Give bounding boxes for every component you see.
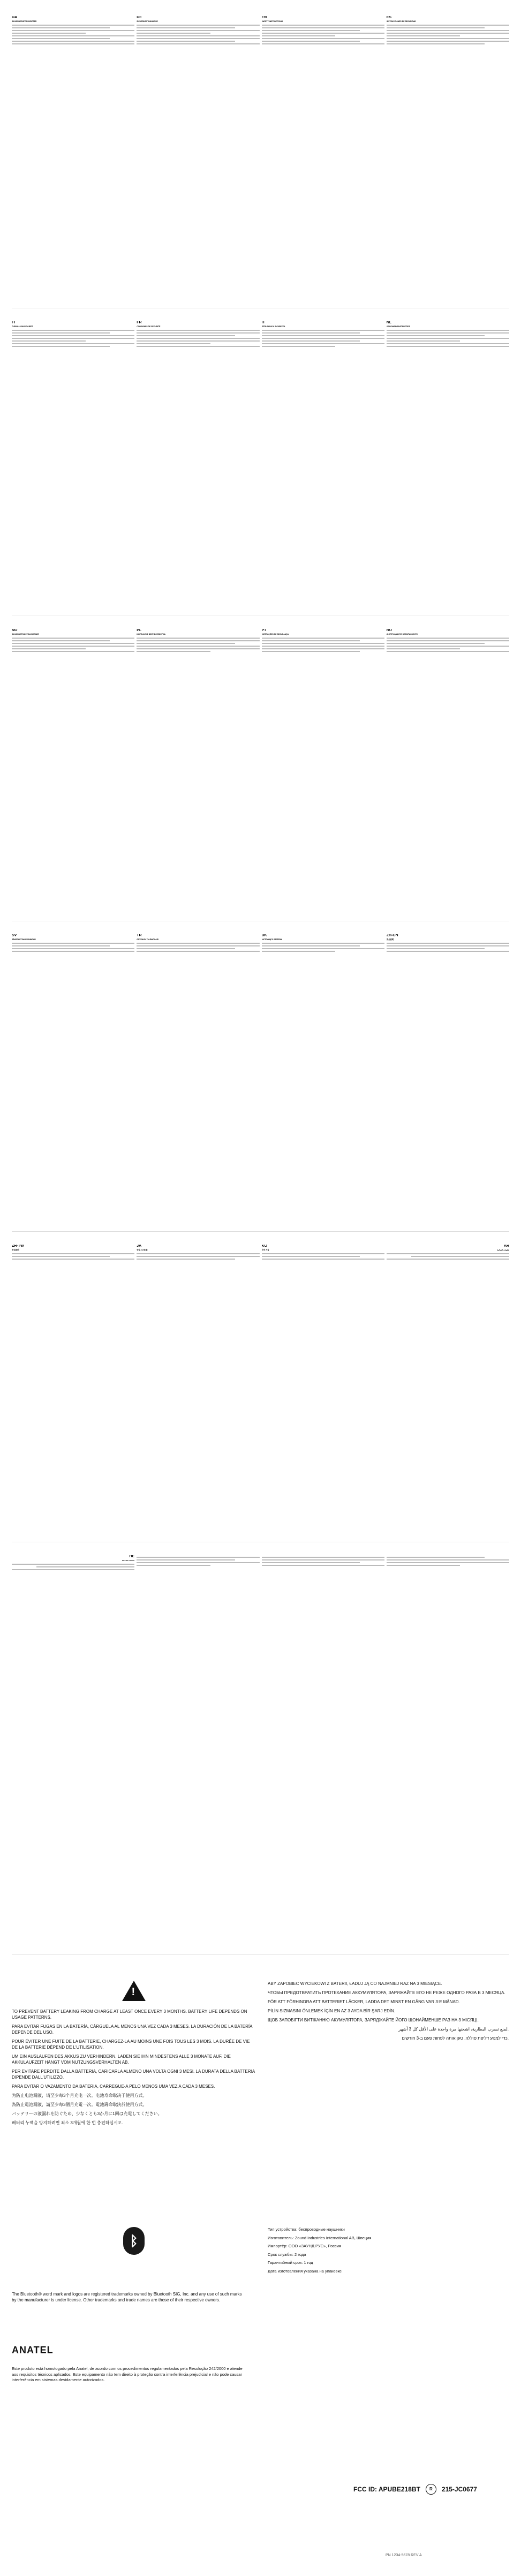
lang-code: FR <box>137 321 142 324</box>
warning-es: PARA EVITAR FUGAS EN LA BATERÍA, CÁRGUELA AL MENOS UNA VEZ CADA 3 MESES. LA DURACIÓN DE LA BATERÍA DEPENDE DEL USO. <box>12 2024 253 2035</box>
warning-block <box>12 1981 255 2129</box>
warning-en: TO PREVENT BATTERY LEAKING FROM CHARGE AT LEAST ONCE EVERY 3 MONTHS. BATTERY LIFE DEPENDS ON USAGE PATTERNS. <box>12 2009 247 2020</box>
lang-block-pl <box>137 629 259 654</box>
cyr-line: Дата изготовления указана на упаковке <box>268 2268 342 2274</box>
lang-title: INSTRUÇÕES DE SEGURANÇA <box>261 633 289 635</box>
spec-block <box>137 1555 259 1572</box>
lang-code: FI <box>12 321 16 324</box>
lang-title: 安全说明 <box>386 938 394 941</box>
lang-block-nl <box>387 321 509 348</box>
lang-code: ES <box>386 16 392 19</box>
lang-code: NL <box>386 321 392 324</box>
anatel-text: Este produto está homologado pela Anatel, de acordo com os procedimentos regulamentados pela Resolução 242/2000 e atende aos requisitos técnicos aplicados. Este equipamento não tem direito à proteção contra interferência prejudicial e não pode causar interferência em sistemas devidamente autorizados. <box>12 2366 243 2382</box>
cyr-line: Срок службы: 2 года <box>268 2252 306 2257</box>
lang-row-5 <box>12 1245 509 1261</box>
warning-ja: バッテリーの液漏れを防ぐため、少なくとも3か月に1回は充電してください。 <box>12 2111 162 2116</box>
lang-code: PT <box>261 629 267 632</box>
warning-fr: POUR ÉVITER UNE FUITE DE LA BATTERIE, CHARGEZ-LA AU MOINS UNE FOIS TOUS LES 3 MOIS. LA DURÉE DE VIE DE LA BATTERIE DÉPEND DE L'UTILISATION. <box>12 2039 250 2050</box>
lang-row-4 <box>12 934 509 953</box>
lang-block-ko <box>262 1245 384 1261</box>
lang-code: PL <box>137 629 142 632</box>
lang-title: TURVALLISUUSOHJEET <box>12 325 33 328</box>
warning-pl: ABY ZAPOBIEC WYCIEKOWI Z BATERII, ŁADUJ JĄ CO NAJMNIEJ RAZ NA 3 MIESIĄCE. <box>268 1981 442 1986</box>
lang-title: VEILIGHEIDSINSTRUCTIES <box>386 325 410 328</box>
lang-block-sv <box>12 934 134 953</box>
warning-pt: PARA EVITAR O VAZAMENTO DA BATERIA, CARREGUE-A PELO MENOS UMA VEZ A CADA 3 MESES. <box>12 2084 215 2089</box>
warning-triangle-icon <box>122 1981 146 2001</box>
footer-code: PN 1234-5678 REV A <box>386 2554 422 2557</box>
warning-de: UM EIN AUSLAUFEN DES AKKUS ZU VERHINDERN, LADEN SIE IHN MINDESTENS ALLE 3 MONATE AUF. DIE AKKULAUFZEIT HÄNGT VOM NUTZUNGSVERHALTEN AB. <box>12 2054 231 2065</box>
lang-title: 安全說明 <box>12 1249 19 1251</box>
warning-sv: FÖR ATT FÖRHINDRA ATT BATTERIET LÄCKER, LADDA DET MINST EN GÅNG VAR 3:E MÅNAD. <box>268 1999 460 2004</box>
lang-block-it <box>262 321 384 348</box>
lang-block-pt <box>262 629 384 654</box>
lang-row-3 <box>12 629 509 654</box>
lang-code: ZH-TW <box>12 1245 24 1248</box>
cyr-line: Импортёр: ООО «ЗАУНД РУС», Россия <box>268 2244 341 2248</box>
lang-code: HE <box>129 1555 135 1558</box>
lang-block-he <box>12 1555 134 1572</box>
lang-title: 안전 지침 <box>261 1249 269 1251</box>
lang-block-no <box>12 629 134 654</box>
cert-code: 215-JC0677 <box>441 2486 477 2493</box>
lang-row-6 <box>12 1555 509 1572</box>
lang-title: SIKKERHETSINSTRUKSJONER <box>12 633 39 635</box>
lang-title: ISTRUZIONI DI SICUREZZA <box>261 325 285 328</box>
bluetooth-icon: ᛒ <box>123 2227 145 2255</box>
lang-title: ІНСТРУКЦІЇ З БЕЗПЕКИ <box>261 938 283 941</box>
lang-title: SAFETY INSTRUCTIONS <box>261 20 283 22</box>
warning-zh-tw: 為防止電池漏液，請至少每3個月充電一次。電池壽命取決於使用方式。 <box>12 2102 147 2107</box>
lang-block-uk <box>262 934 384 953</box>
lang-title: INSTRUCCIONES DE SEGURIDAD <box>386 20 416 22</box>
lang-title: הוראות בטיחות <box>122 1559 135 1562</box>
warning-uk: ЩОБ ЗАПОБІГТИ ВИТІКАННЮ АКУМУЛЯТОРА, ЗАРЯДЖАЙТЕ ЙОГО ЩОНАЙМЕНШЕ РАЗ НА 3 МІСЯЦІ. <box>268 2018 479 2022</box>
lang-code: NO <box>12 629 18 632</box>
lang-block-ja <box>137 1245 259 1261</box>
lang-code: KO <box>261 1245 267 1248</box>
lang-block-da <box>12 16 134 46</box>
lang-block-zh-tw <box>12 1245 134 1261</box>
trademark-text: The Bluetooth® word mark and logos are registered trademarks owned by Bluetooth SIG, Inc. and any use of such marks by the manufacturer is under license. Other trademarks and trade names are those of their respective owners. <box>12 2292 242 2302</box>
cyr-line: Изготовитель: Zound Industries International AB, Швеция <box>268 2235 372 2240</box>
lang-code: SV <box>12 934 17 937</box>
lang-code: EN <box>261 16 267 19</box>
lang-title: تعليمات السلامة <box>497 1249 509 1251</box>
lang-block-de <box>137 16 259 46</box>
lang-block-es <box>387 16 509 46</box>
lang-block-tr <box>137 934 259 953</box>
lang-title: SIKKERHEDSFORSKRIFTER <box>12 20 37 22</box>
lang-block-ru <box>387 629 509 654</box>
lang-code: UK <box>261 934 267 937</box>
certification-mark-icon: R <box>426 2484 436 2495</box>
lang-title: SÄKERHETSANVISNINGAR <box>12 938 36 941</box>
fcc-id: FCC ID: APUBE218BT <box>353 2486 420 2493</box>
warning-it: PER EVITARE PERDITE DALLA BATTERIA, CARICARLA ALMENO UNA VOLTA OGNI 3 MESI. LA DURATA DELLA BATTERIA DIPENDE DALL'UTILIZZO. <box>12 2069 255 2080</box>
lang-code: DE <box>137 16 142 19</box>
warning-ar: لمنع تسرب البطارية، اشحنها مرة واحدة على الأقل كل 3 أشهر. <box>398 2027 509 2032</box>
lang-row-2 <box>12 321 509 348</box>
divider <box>12 1231 509 1232</box>
lang-row-1 <box>12 16 509 46</box>
spec-block <box>262 1555 384 1572</box>
anatel-logo: ANATEL <box>12 2345 54 2355</box>
lang-title: SICHERHEITSHINWEISE <box>137 20 158 22</box>
lang-code: TR <box>137 934 142 937</box>
lang-code: JA <box>137 1245 142 1248</box>
lang-block-fr <box>137 321 259 348</box>
lang-code: ZH-CN <box>386 934 398 937</box>
lang-block-fi <box>12 321 134 348</box>
warning-ko: 배터리 누액을 방지하려면 최소 3개월에 한 번 충전하십시오. <box>12 2120 123 2125</box>
lang-title: ИНСТРУКЦИИ ПО БЕЗОПАСНОСТИ <box>386 633 418 635</box>
lang-code: DA <box>12 16 18 19</box>
cyrillic-info <box>268 2227 509 2277</box>
warning-tr: PİLİN SIZMASINI ÖNLEMEK İÇİN EN AZ 3 AYDA BİR ŞARJ EDİN. <box>268 2009 396 2013</box>
spec-block <box>387 1555 509 1572</box>
lang-block-en <box>262 16 384 46</box>
lang-block-ar <box>387 1245 509 1261</box>
lang-code: RU <box>386 629 392 632</box>
cyr-line: Гарантийный срок: 1 год <box>268 2260 313 2265</box>
lang-title: 安全上の注意 <box>137 1249 148 1251</box>
cyr-line: Тип устройства: беспроводные наушники <box>268 2227 345 2232</box>
lang-title: CONSIGNES DE SÉCURITÉ <box>137 325 161 328</box>
lang-code: IT <box>261 321 265 324</box>
certification-row <box>353 2484 477 2495</box>
lang-block-zh-cn <box>387 934 509 953</box>
lang-title: INSTRUKCJE BEZPIECZEŃSTWA <box>137 633 166 635</box>
warning-block-right <box>268 1981 509 2044</box>
lang-title: GÜVENLİK TALİMATLARI <box>137 938 158 941</box>
warning-he: כדי למנוע דליפת סוללה, טען אותה לפחות פעם ב-3 חודשים. <box>402 2036 509 2041</box>
warning-zh-cn: 为防止电池漏液，请至少每3个月充电一次。电池寿命取决于使用方式。 <box>12 2093 147 2098</box>
lang-code: AR <box>503 1245 509 1248</box>
warning-ru: ЧТОБЫ ПРЕДОТВРАТИТЬ ПРОТЕКАНИЕ АККУМУЛЯТОРА, ЗАРЯЖАЙТЕ ЕГО НЕ РЕЖЕ ОДНОГО РАЗА В 3 МЕСЯЦА. <box>268 1990 505 1995</box>
